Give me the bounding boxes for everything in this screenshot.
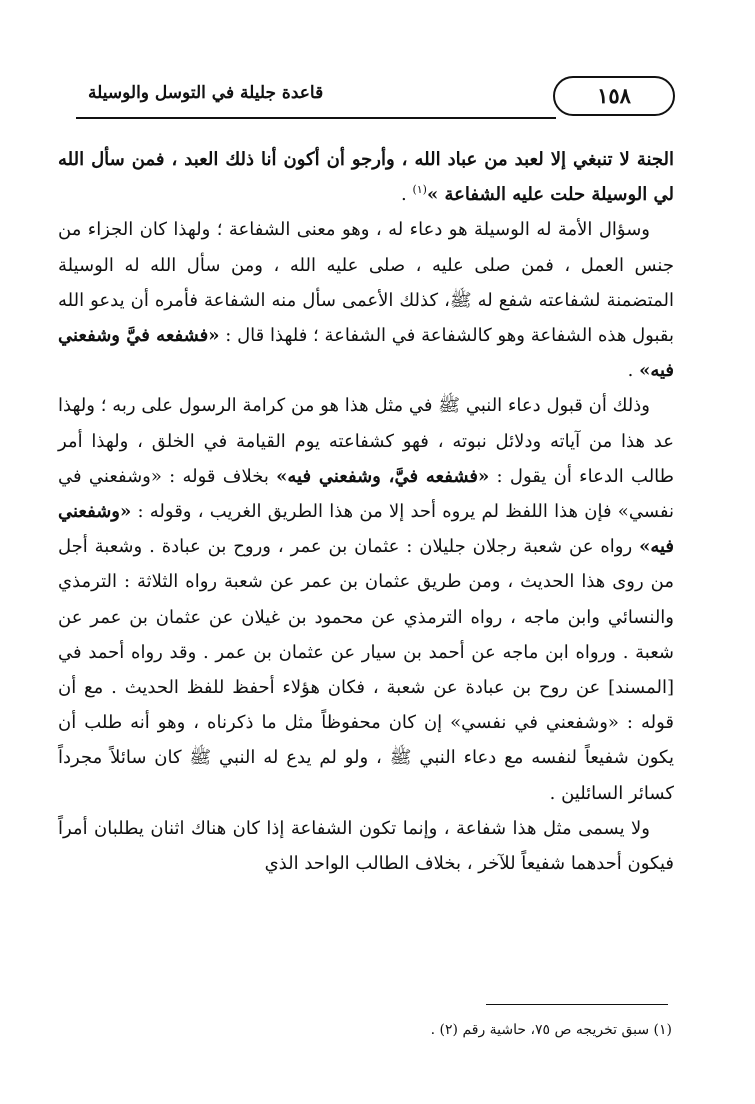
paragraph-1-end: . — [400, 184, 413, 206]
paragraph-2 — [58, 212, 674, 388]
footnote: (١) سبق تخريجه ص ٧٥، حاشية رقم (٢) . — [430, 1022, 672, 1038]
paragraph-2-text: وسؤال الأمة له الوسيلة هو دعاء له ، وهو معنى الشفاعة ؛ ولهذا كان الجزاء من جنس العمل ، فمن صلى عليه ، صلى عليه الله ، ومن سأل الله له الوسيلة المتضمنة لشفاعته شفع له ﷺ، كذلك الأعمى سأل منه الشفاعة فأمره أن يدعو الله بقبول هذه الشفاعة وهو كالشفاعة في الشفاعة ؛ فلهذا قال : — [58, 219, 674, 347]
paragraph-2-quote: «فشفعه فيَّ وشفعني فيه» — [58, 325, 674, 382]
paragraph-3-text-c: رواه عن شعبة رجلان جليلان : عثمان بن عمر ، وروح بن عبادة . وشعبة أجل من روى هذا الحديث ، ومن طريق عثمان بن عمر عن شعبة رواه الثلاثة : الترمذي والنسائي وابن ماجه ، رواه الترمذي عن محمود بن غيلان عن عثمان بن عمر عن شعبة . ورواه ابن ماجه عن أحمد بن سيار عن عثمان بن عمر . وقد رواه أحمد في [المسند] عن روح بن عبادة عن شعبة ، فكان هؤلاء أحفظ للفظ الحديث . مع أن قوله : «وشفعني في نفسي» إن كان محفوظاً مثل ما ذكرناه ، وهو أنه طلب أن يكون شفيعاً لنفسه مع دعاء النبي ﷺ ، ولو لم يدع له النبي ﷺ كان سائلاً مجرداً كسائر السائلين . — [58, 536, 674, 804]
paragraph-1-quote: الجنة لا تنبغي إلا لعبد من عباد الله ، وأرجو أن أكون أنا ذلك العبد ، فمن سأل الله لي الوسيلة حلت عليه الشفاعة » — [58, 149, 674, 206]
paragraph-3 — [58, 388, 674, 810]
paragraph-3-quote-2: «وشفعني فيه» — [58, 501, 674, 558]
paragraph-4: ولا يسمى مثل هذا شفاعة ، وإنما تكون الشفاعة إذا كان هناك اثنان يطلبان أمراً فيكون أحدهما شفيعاً للآخر ، بخلاف الطالب الواحد الذي — [58, 817, 674, 875]
paragraph-3-quote-1: «فشفعه فيَّ، وشفعني فيه» — [276, 465, 490, 487]
paragraph-3-text-a: وذلك أن قبول دعاء النبي ﷺ في مثل هذا هو من كرامة الرسول على ربه ؛ ولهذا عد هذا من آياته ودلائل نبوته ، فهو كشفاعته يوم القيامة في الخلق ، ولهذا أمر طالب الدعاء أن يقول : — [58, 395, 674, 487]
book-title: قاعدة جليلة في التوسل والوسيلة — [88, 83, 324, 103]
body-text — [58, 142, 674, 881]
footnote-reference[interactable]: (١) — [412, 183, 427, 197]
page-number: ١٥٨ — [553, 76, 675, 116]
paragraph-2-end: . — [627, 360, 640, 382]
paragraph-1 — [58, 142, 674, 212]
footnote-rule — [486, 1004, 668, 1005]
page-header — [48, 70, 682, 126]
paragraph-3-text-b: بخلاف قوله : «وشفعني في نفسي» فإن هذا اللفظ لم يروه أحد إلا من هذا الطريق الغريب ، وقوله : — [58, 465, 674, 523]
header-rule — [76, 117, 556, 119]
